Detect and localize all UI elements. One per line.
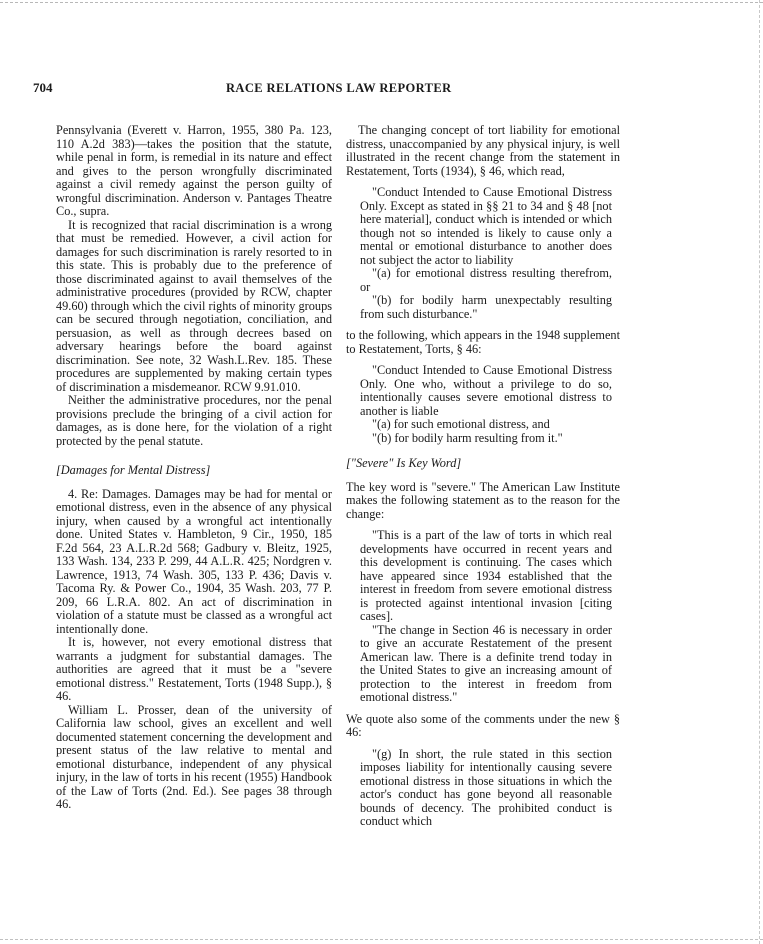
running-title: RACE RELATIONS LAW REPORTER	[226, 81, 452, 95]
section-heading: [Damages for Mental Distress]	[56, 463, 211, 477]
block-quote	[360, 748, 612, 829]
right-column	[346, 124, 620, 837]
paragraph: The changing concept of tort liability for emotional distress, unaccompanied by any physical injury, is well illustrated in the recent change from the statement in Restatement, Torts (1934), § 46, which read,	[346, 123, 620, 178]
quote-text: "(b) for bodily harm unexpectably resulting from such disturbance."	[360, 293, 612, 321]
paragraph: It is, however, not every emotional distress that warrants a judgment for substantial damages. The authorities are agreed that it must be a "severe emotional distress." Restatement, Torts (1948 Supp.), § 46.	[56, 635, 332, 703]
right-scan-border	[759, 0, 760, 944]
quote-text: "The change in Section 46 is necessary in order to give an accurate Restatement of the present American law. There is a definite trend today in the United States to give an increasing amount of protection to the interest in freedom from emotional distress."	[360, 622, 612, 704]
section-heading: ["Severe" Is Key Word]	[346, 456, 462, 470]
page-number: 704	[33, 80, 53, 95]
quote-text: "This is a part of the law of torts in which real developments have occurred in recent years and this development is continuing. The cases which have appeared since 1934 established that the interest in freedom from severe emotional distress is protected against intentional invasion [citing cases].	[360, 528, 612, 623]
quote-text: "(a) for emotional distress resulting therefrom, or	[360, 266, 612, 294]
block-quote	[360, 529, 612, 705]
quote-text: "(g) In short, the rule stated in this section imposes liability for intentionally causing severe emotional distress in those situations in which the actor's conduct has gone beyond all reasonable bounds of decency. The prohibited conduct is conduct which	[360, 746, 612, 828]
quote-text: "(a) for such emotional distress, and	[372, 417, 550, 431]
paragraph: The key word is "severe." The American Law Institute makes the following statement as to the reason for the change:	[346, 479, 620, 521]
paragraph: 4. Re: Damages. Damages may be had for mental or emotional distress, even in the absence of any physical injury, when caused by a wrongful act intentionally done. United States v. Hambleton, 9 Cir., 1950, 185 F.2d 564, 23 A.L.R.2d 568; Gadbury v. Bleitz, 1925, 133 Wash. 134, 233 P. 299, 44 A.L.R. 425; Nordgren v. Lawrence, 1913, 74 Wash. 305, 133 P. 436; Davis v. Tacoma Ry. & Power Co., 1904, 35 Wash. 203, 77 P. 209, 66 L.R.A. 802. An act of discrimination in violation of a statute must be classed as a wrongful act intentionally done.	[56, 486, 332, 636]
paragraph: Pennsylvania (Everett v. Harron, 1955, 380 Pa. 123, 110 A.2d 383)—takes the position that the statute, while penal in form, is remedial in its nature and effect and gives to the person wrongfully discriminated against a civil remedy against the person guilty of wrongful discrimination. Anderson v. Pantages Theatre Co., supra.	[56, 123, 332, 218]
quote-text: "(b) for bodily harm resulting from it."	[372, 430, 563, 445]
paragraph: Neither the administrative procedures, nor the penal provisions preclude the bringing of a civil action for damages, as is done here, for the violation of a right protected by the penal statute.	[56, 393, 332, 448]
paragraph: We quote also some of the comments under the new § 46:	[346, 711, 620, 739]
paragraph: to the following, which appears in the 1948 supplement to Restatement, Torts, § 46:	[346, 328, 620, 356]
quote-text: "Conduct Intended to Cause Emotional Distress Only. One who, without a privilege to do so, intentionally causes severe emotional distress to another is liable	[360, 363, 612, 418]
left-column	[56, 124, 332, 812]
block-quote	[360, 364, 612, 445]
quote-text: "Conduct Intended to Cause Emotional Distress Only. Except as stated in §§ 21 to 34 and § 48 [not here material], conduct which is intended or which though not so intended is likely to cause only a mental or emotional disturbance to another does not subject the actor to liability	[360, 185, 612, 267]
block-quote	[360, 186, 612, 321]
paragraph: It is recognized that racial discrimination is a wrong that must be remedied. However, a civil action for damages for such discrimination is rarely resorted to in this state. This is probably due to the preference of those discriminated against to avail themselves of the administrative procedures (provided by RCW, chapter 49.60) through which the civil rights of minority groups can be secured through negotiation, conciliation, and persuasion, as well as through decrees based on adversary hearings before the board against discrimination. See note, 32 Wash.L.Rev. 185. These procedures are supplemented by making certain types of discrimination a misdemeanor. RCW 9.91.010.	[56, 217, 332, 394]
paragraph: William L. Prosser, dean of the university of California law school, gives an excellent and well documented statement concerning the development and present status of the law relative to mental and emotional disturbance, independent of any physical injury, in the law of torts in his recent (1955) Handbook of the Law of Torts (2nd. Ed.). See pages 38 through 46.	[56, 702, 332, 811]
top-scan-border	[0, 2, 763, 3]
bottom-scan-border	[0, 939, 763, 940]
